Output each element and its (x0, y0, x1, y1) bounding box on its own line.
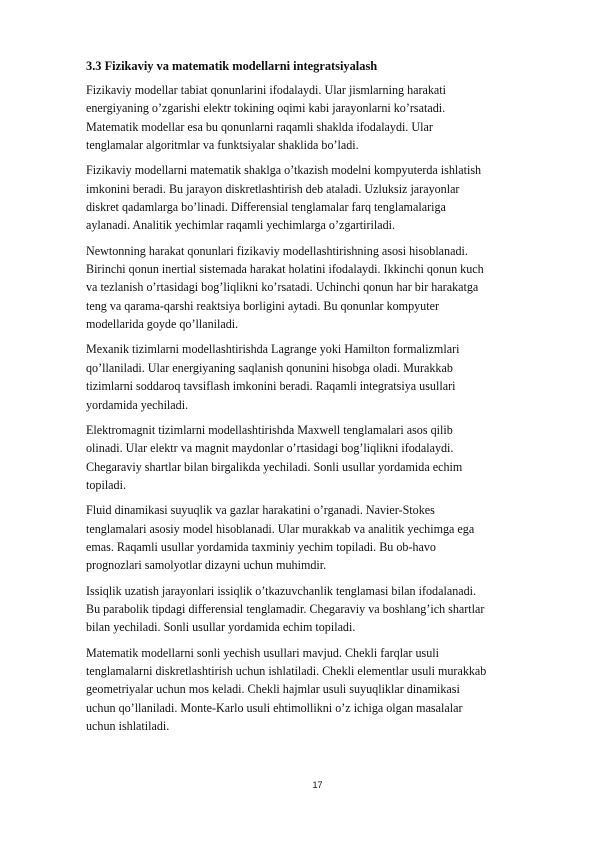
text-line: Fizikaviy modellar tabiat qonunlarini ifodalaydi. Ular jismlarning harakati (86, 83, 447, 97)
paragraph (86, 421, 546, 494)
text-line: Newtonning harakat qonunlari fizikaviy modellashtirishning asosi hisoblanadi. (86, 243, 468, 258)
document-page (86, 57, 546, 742)
text-line: bilan yechiladi. Sonli usullar yordamida echim topiladi. (86, 620, 356, 635)
paragraph (86, 501, 546, 574)
text-line: Chegaraviy shartlar bilan birgalikda yechiladi. Sonli usullar yordamida echim (86, 459, 463, 474)
text-line: qo’llaniladi. Ular energiyaning saqlanish qonunini hisobga oladi. Murakkab (86, 360, 453, 375)
text-line: aylanadi. Analitik yechimlar raqamli yechimlarga o’zgartiriladi. (86, 218, 396, 233)
text-line: emas. Raqamli usullar yordamida taxminiy yechim topiladi. Bu ob-havo (86, 539, 436, 554)
text-line: Fluid dinamikasi suyuqlik va gazlar harakatini o’rganadi. Navier-Stokes (86, 503, 435, 518)
text-line: uchun qo’llaniladi. Monte-Karlo usuli ehtimollikni o’z ichiga olgan masalalar (86, 700, 463, 715)
text-line: uchun ishlatiladi. (86, 719, 170, 733)
paragraph (86, 81, 546, 154)
text-line: yordamida yechiladi. (86, 397, 189, 412)
text-line: diskret qadamlarga bo’linadi. Differensial tenglamalar farq tenglamalariga (86, 200, 446, 215)
text-line: topiladi. (86, 477, 126, 492)
text-line: prognozlari samolyotlar dizayni uchun muhimdir. (86, 558, 327, 573)
text-line: Matematik modellar esa bu qonunlarni raqamli shaklda ifodalaydi. Ular (86, 119, 433, 134)
text-line: modellarida goyde qo’llaniladi. (86, 317, 239, 332)
paragraph (86, 242, 546, 334)
text-line: geometriyalar uchun mos keladi. Chekli hajmlar usuli suyuqliklar dinamikasi (86, 682, 460, 697)
text-line: imkonini beradi. Bu jarayon diskretlashtirish deb ataladi. Uzluksiz jarayonlar (86, 181, 460, 196)
text-line: Mexanik tizimlarni modellashtirishda Lagrange yoki Hamilton formalizmlari (86, 342, 460, 357)
text-line: olinadi. Ular elektr va magnit maydonlar o’rtasidagi bog’liqlikni ifodalaydi. (86, 441, 454, 456)
text-line: tenglamalarni diskretlashtirish uchun ishlatiladi. Chekli elementlar usuli murakkab (86, 663, 487, 678)
section-heading: 3.3 Fizikaviy va matematik modellarni integratsiyalash (86, 59, 378, 73)
text-line: va tezlanish o’rtasidagi bog’liqlikni ko’rsatadi. Uchinchi qonun har bir harakatga (86, 280, 479, 295)
paragraph (86, 340, 546, 413)
text-line: tizimlarni soddaroq tavsiflash imkonini beradi. Raqamli integratsiya usullari (86, 379, 456, 394)
text-line: Issiqlik uzatish jarayonlari issiqlik o’tkazuvchanlik tenglamasi bilan ifodalanadi. (86, 583, 477, 598)
text-line: Birinchi qonun inertial sistemada harakat holatini ifodalaydi. Ikkinchi qonun kuch (86, 262, 484, 277)
text-line: tenglamalar algoritmlar va funktsiyalar shaklida bo’ladi. (86, 138, 359, 153)
paragraph (86, 644, 546, 736)
text-line: Fizikaviy modellarni matematik shaklga o’tkazish modelni kompyuterda ishlatish (86, 163, 482, 178)
paragraph (86, 582, 546, 637)
text-line: energiyaning o’zgarishi elektr tokining oqimi kabi jarayonlarni ko’rsatadi. (86, 101, 446, 116)
text-line: teng va qarama-qarshi reaktsiya borligini aytadi. Bu qonunlar kompyuter (86, 298, 439, 313)
body-text (86, 81, 546, 735)
text-line: Matematik modellarni sonli yechish usullari mavjud. Chekli farqlar usuli (86, 645, 439, 660)
text-line: tenglamalari asosiy model hisoblanadi. Ular murakkab va analitik yechimga ega (86, 521, 475, 536)
page-number: 17 (312, 780, 323, 790)
paragraph (86, 161, 546, 234)
text-line: Elektromagnit tizimlarni modellashtirishda Maxwell tenglamalari asos qilib (86, 422, 453, 437)
text-line: Bu parabolik tipdagi differensial tenglamadir. Chegaraviy va boshlang’ich shartlar (86, 601, 485, 616)
